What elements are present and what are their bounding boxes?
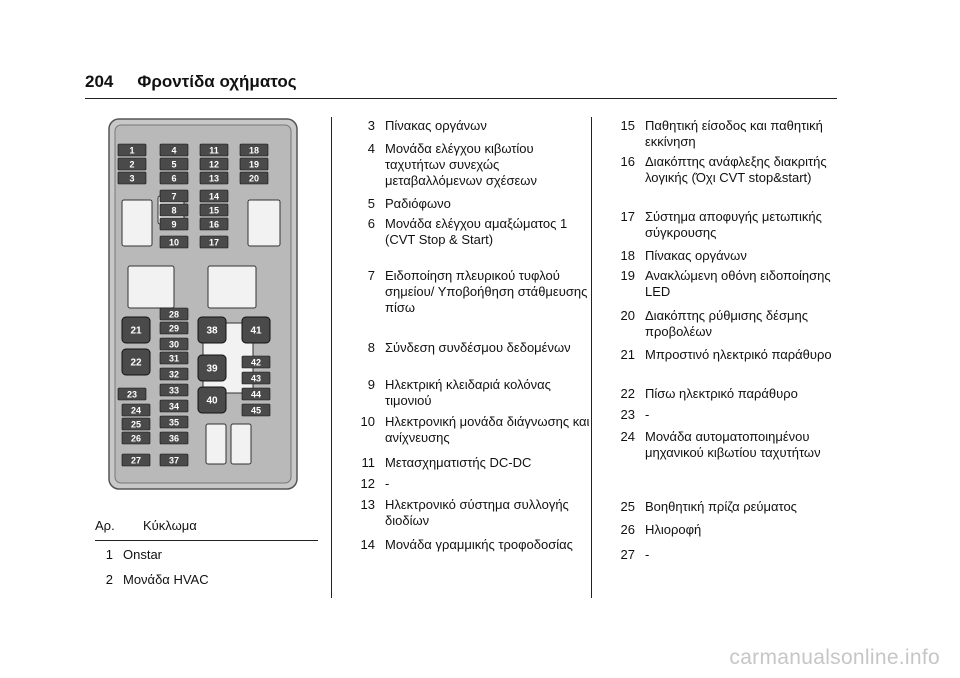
- fuse-label: 38: [206, 325, 218, 337]
- fuse-number: 15: [620, 118, 635, 133]
- fuse-number: 17: [620, 209, 635, 224]
- fuse-label: 29: [168, 323, 180, 334]
- fuse-circuit: Πίνακας οργάνων: [645, 248, 747, 263]
- fuse-circuit: Παθητική είσοδος και παθητική εκκίνηση: [645, 118, 823, 149]
- fuse-label: 17: [208, 237, 220, 248]
- fuse-number: 21: [620, 347, 635, 362]
- fuse-label: 37: [168, 455, 180, 466]
- fuse-label: 33: [168, 385, 180, 396]
- relay-block: [208, 266, 256, 308]
- fuse-number: 18: [620, 248, 635, 263]
- fuse-circuit: -: [645, 407, 650, 422]
- relay-block: [128, 266, 174, 308]
- fuse-number: 25: [620, 499, 635, 514]
- page-header: [85, 72, 297, 92]
- circuit-column-header: Κύκλωμα: [143, 518, 197, 533]
- fuse-circuit: Μπροστινό ηλεκτρικό παράθυρο: [645, 347, 832, 362]
- header-rule: [85, 98, 837, 99]
- fuse-label: 22: [130, 357, 142, 369]
- fuse-number: 19: [620, 268, 635, 283]
- fuse-label: 1: [129, 145, 135, 156]
- fuse-number: 23: [620, 407, 635, 422]
- fuse-number: 5: [367, 196, 375, 211]
- fuse-circuit: Μετασχηματιστής DC-DC: [385, 455, 532, 470]
- fuse-number: 26: [620, 522, 635, 537]
- fuse-circuit: Ηλεκτρική κλειδαριά κολόνας τιμονιού: [385, 377, 551, 408]
- page-number: 204: [85, 72, 114, 91]
- fuse-label: 45: [250, 405, 262, 416]
- fuse-label: 4: [171, 145, 177, 156]
- fuse-label: 5: [171, 159, 177, 170]
- relay-block: [206, 424, 226, 464]
- fuse-label: 25: [130, 419, 142, 430]
- number-column-header: Αρ.: [95, 518, 115, 533]
- fuse-number: 10: [360, 414, 375, 429]
- fuse-circuit: Μονάδα ελέγχου αμαξώματος 1 (CVT Stop & Start): [385, 216, 568, 247]
- fuse-circuit: Μονάδα αυτοματοποιημένου μηχανικού κιβωτίου ταχυτήτων: [645, 429, 821, 460]
- fuse-label: 36: [168, 433, 180, 444]
- fuse-label: 41: [250, 325, 262, 337]
- fuse-label: 27: [130, 455, 142, 466]
- fuse-label: 11: [209, 145, 219, 156]
- fuse-label: 6: [171, 173, 177, 184]
- fuse-label: 28: [168, 309, 180, 320]
- fuse-number: 22: [620, 386, 635, 401]
- fuse-box-diagram: [108, 118, 298, 490]
- fuse-label: 42: [250, 357, 262, 368]
- fuse-label: 15: [208, 205, 220, 216]
- fuse-circuit: -: [385, 476, 390, 491]
- column-separator: [331, 117, 332, 598]
- fuse-number: 27: [620, 547, 635, 562]
- fuse-number: 4: [367, 141, 375, 156]
- watermark: carmanualsonline.info: [729, 646, 940, 669]
- fuse-circuit: Διακόπτης ρύθμισης δέσμης προβολέων: [645, 308, 808, 339]
- fuse-label: 40: [206, 395, 218, 407]
- fuse-number: 2: [105, 572, 113, 587]
- fuse-circuit: Ανακλώμενη οθόνη ειδοποίησης LED: [645, 268, 831, 299]
- fuse-label: 32: [168, 369, 180, 380]
- relay-block: [248, 200, 280, 246]
- fuse-circuit: Σύνδεση συνδέσμου δεδομένων: [385, 340, 571, 355]
- fuse-number: 1: [105, 547, 113, 562]
- fuse-label: 20: [248, 173, 260, 184]
- fuse-number: 3: [367, 118, 375, 133]
- fuse-label: 18: [248, 145, 260, 156]
- fuse-circuit: Ηλεκτρονικό σύστημα συλλογής διοδίων: [385, 497, 569, 528]
- fuse-number: 16: [620, 154, 635, 169]
- fuse-label: 7: [171, 191, 177, 202]
- fuse-circuit: Σύστημα αποφυγής μετωπικής σύγκρουσης: [645, 209, 822, 240]
- fuse-number: 6: [367, 216, 375, 231]
- fuse-label: 21: [130, 325, 142, 337]
- fuse-number: 24: [620, 429, 635, 444]
- fuse-circuit: Ειδοποίηση πλευρικού τυφλού σημείου/ Υποβοήθηση στάθμευσης πίσω: [385, 268, 588, 315]
- fuse-circuit: Βοηθητική πρίζα ρεύματος: [645, 499, 797, 514]
- fuse-number: 13: [360, 497, 375, 512]
- fuse-label: 19: [248, 159, 260, 170]
- fuse-circuit: Ραδιόφωνο: [385, 196, 451, 211]
- fuse-circuit: -: [645, 547, 650, 562]
- fuse-label: 14: [208, 191, 220, 202]
- fuse-number: 7: [367, 268, 375, 283]
- fuse-circuit: Ηλιοροφή: [645, 522, 702, 537]
- fuse-circuit: Onstar: [123, 547, 163, 562]
- fuse-circuit: Μονάδα γραμμικής τροφοδοσίας: [385, 537, 573, 552]
- fuse-number: 12: [360, 476, 375, 491]
- fuse-label: 24: [130, 405, 142, 416]
- fuse-circuit: Πίσω ηλεκτρικό παράθυρο: [645, 386, 798, 401]
- fuse-number: 11: [361, 455, 375, 470]
- fuse-label: 13: [208, 173, 220, 184]
- table-header-rule: [95, 540, 318, 541]
- fuse-label: 43: [250, 373, 262, 384]
- fuse-label: 3: [129, 173, 135, 184]
- fuse-number: 14: [360, 537, 375, 552]
- fuse-circuit: Πίνακας οργάνων: [385, 118, 487, 133]
- fuse-label: 44: [250, 389, 262, 400]
- fuse-number: 9: [367, 377, 375, 392]
- fuse-label: 23: [126, 389, 138, 400]
- fuse-label: 35: [168, 417, 180, 428]
- fuse-circuit: Μονάδα HVAC: [123, 572, 209, 587]
- page-title: Φροντίδα οχήματος: [137, 72, 297, 91]
- fuse-label: 9: [171, 219, 177, 230]
- fuse-circuit: Διακόπτης ανάφλεξης διακριτής λογικής (Όχι CVT stop&start): [645, 154, 827, 185]
- fuse-circuit: Ηλεκτρονική μονάδα διάγνωσης και ανίχνευσης: [385, 414, 590, 445]
- fuse-label: 12: [208, 159, 220, 170]
- fuse-label: 2: [129, 159, 135, 170]
- fuse-label: 10: [168, 237, 180, 248]
- fuse-circuit: Μονάδα ελέγχου κιβωτίου ταχυτήτων συνεχώς μεταβαλλόμενων σχέσεων: [385, 141, 537, 188]
- relay-block: [122, 200, 152, 246]
- fuse-label: 8: [171, 205, 177, 216]
- fuse-label: 31: [168, 353, 180, 364]
- fuse-label: 34: [168, 401, 180, 412]
- fuse-number: 20: [620, 308, 635, 323]
- relay-block: [231, 424, 251, 464]
- fuse-label: 26: [130, 433, 142, 444]
- fuse-label: 30: [168, 339, 180, 350]
- fuse-label: 16: [208, 219, 220, 230]
- table-header: [95, 518, 318, 533]
- fuse-label: 39: [206, 363, 218, 375]
- fuse-number: 8: [367, 340, 375, 355]
